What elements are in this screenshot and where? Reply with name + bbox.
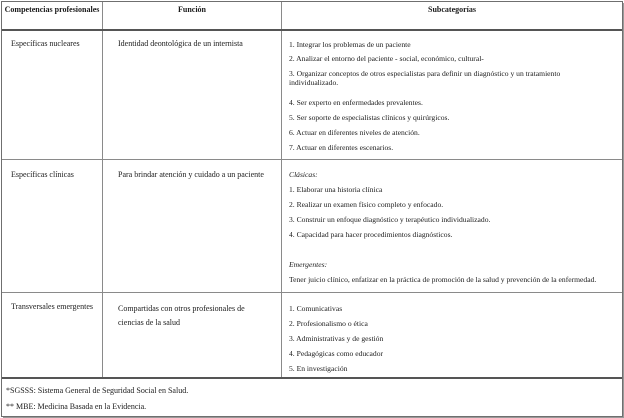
row2-clasicas-label: Clásicas: [289, 170, 318, 179]
header-competencias: Competencias profesionales [4, 5, 100, 14]
row3-competencia: Transversales emergentes [11, 302, 93, 311]
header-divider [2, 29, 622, 31]
row1-sub-1: 1. Integrar los problemas de un paciente [289, 40, 411, 49]
row3-sub-1: 1. Comunicativas [289, 304, 343, 313]
row2-emergentes-text: Tener juicio clínico, enfatizar en la práctica de promoción de la salud y prevención de la enfermedad. [289, 275, 597, 284]
row2-sub-1: 1. Elaborar una historia clínica [289, 185, 383, 194]
row1-sub-2: 2. Analizar el entorno del paciente - social, económico, cultural- [289, 54, 484, 63]
row1-sub-4: 4. Ser experto en enfermedades prevalentes. [289, 98, 423, 107]
row2-sub-3: 3. Construir un enfoque diagnóstico y terapéutico individualizado. [289, 215, 491, 224]
footnote-mbe: ** MBE: Medicina Basada en la Evidencia. [6, 402, 147, 411]
row3-sub-5: 5. En investigación [289, 364, 348, 373]
row3-sub-2: 2. Profesionalismo o ética [289, 319, 368, 328]
row2-sub-4: 4. Capacidad para hacer procedimientos diagnósticos. [289, 230, 453, 239]
footer-divider [2, 377, 622, 379]
row1-sub-5: 5. Ser soporte de especialistas clínicos y quirúrgicos. [289, 113, 450, 122]
column-divider [102, 2, 103, 377]
footnote-sgsss: *SGSSS: Sistema General de Seguridad Social en Salud. [6, 386, 189, 395]
column-divider [281, 2, 282, 377]
row3-sub-4: 4. Pedagógicas como educador [289, 349, 384, 358]
row2-competencia: Específicas clínicas [11, 170, 74, 179]
header-subcategorias: Subcategorías [428, 5, 476, 14]
row-divider [2, 159, 622, 160]
row-divider [2, 292, 622, 293]
row3-sub-3: 3. Administrativas y de gestión [289, 334, 384, 343]
row1-funcion: Identidad deontológica de un internista [118, 39, 243, 48]
row1-sub-7: 7. Actuar en diferentes escenarios. [289, 143, 394, 152]
row2-funcion: Para brindar atención y cuidado a un paciente [118, 170, 264, 179]
row1-competencia: Específicas nucleares [11, 39, 80, 48]
row1-sub-6: 6. Actuar en diferentes niveles de atención. [289, 128, 420, 137]
header-funcion: Función [177, 5, 206, 14]
row1-sub-3: 3. Organizar conceptos de otros especialistas para definir un diagnóstico y un tratamiento individualizado. [289, 69, 561, 87]
row3-funcion: Compartidas con otros profesionales de ciencias de la salud [118, 304, 245, 327]
row2-emergentes-label: Emergentes: [289, 260, 328, 269]
row2-sub-2: 2. Realizar un examen físico completo y enfocado. [289, 200, 444, 209]
competencias-table [1, 1, 623, 417]
